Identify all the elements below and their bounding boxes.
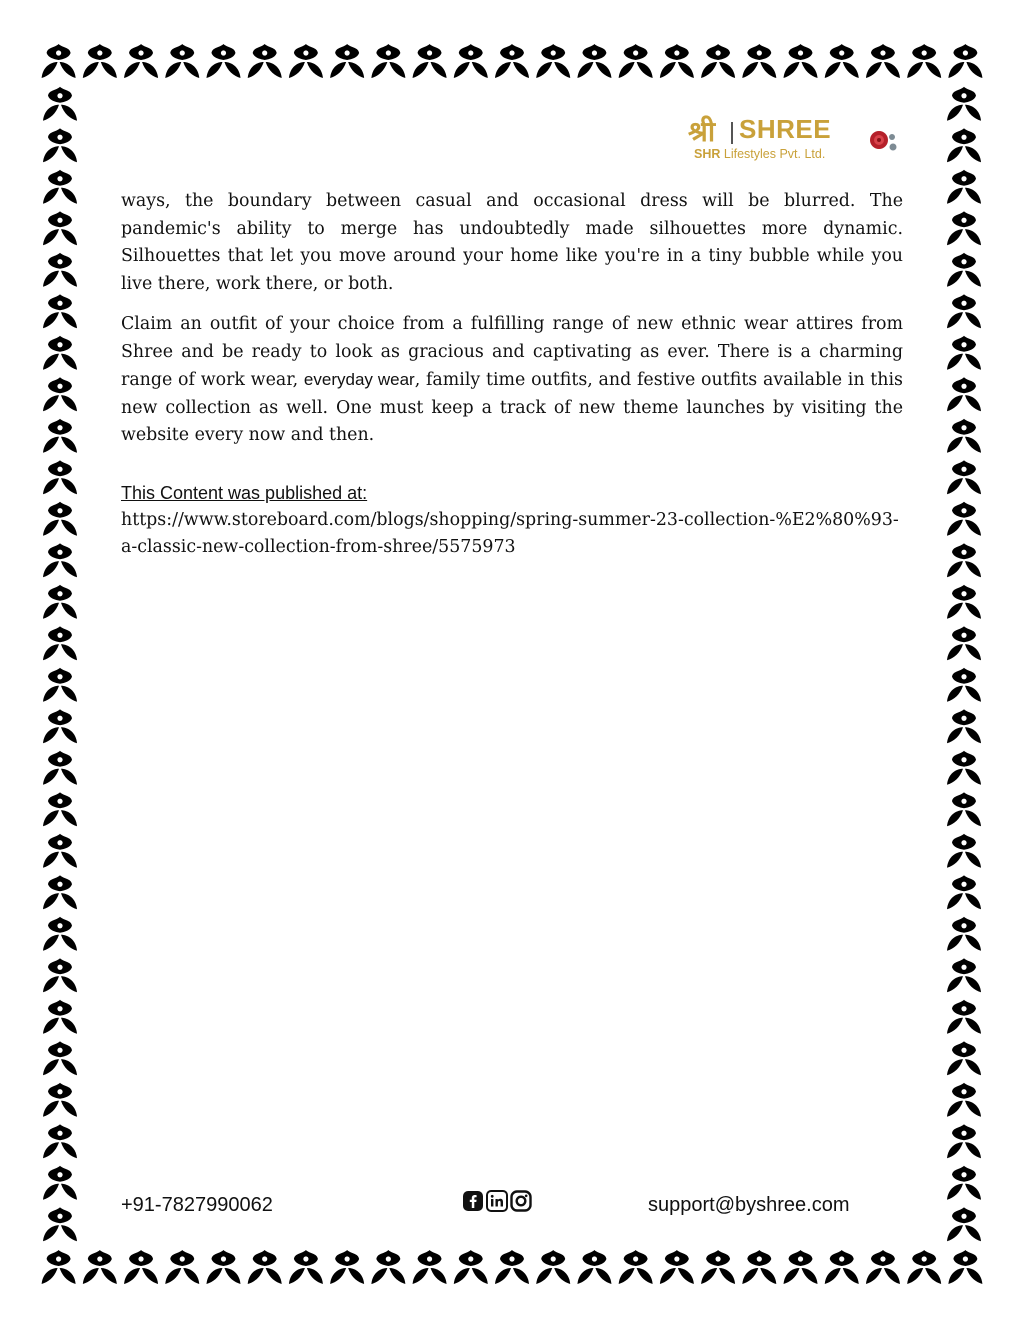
border-motif-icon: [784, 44, 818, 78]
paragraph-2-before: Claim an outfit of your choice from a fulfilling range of new ethnic wear attires from Shree and be ready to look as gracious and captivating as ever. There is a charming range of work wear,: [121, 314, 903, 390]
decorative-border-bottom: [38, 1244, 986, 1288]
border-motif-icon: [83, 1250, 117, 1284]
border-motif-icon: [289, 1250, 323, 1284]
border-motif-icon: [536, 1250, 570, 1284]
border-motif-icon: [495, 44, 529, 78]
border-motif-icon: [947, 1083, 981, 1117]
border-motif-icon: [43, 1083, 77, 1117]
border-motif-icon: [619, 1250, 653, 1284]
paragraph-2-after: , family time outfits, and festive outfits available in this new collection as well. One must keep a track of new theme launches by visiting the website every now and then.: [121, 370, 903, 445]
border-motif-icon: [43, 294, 77, 328]
border-motif-icon: [43, 875, 77, 909]
border-motif-icon: [947, 1041, 981, 1075]
border-motif-icon: [289, 44, 323, 78]
border-motif-icon: [947, 460, 981, 494]
footer-email[interactable]: support@byshree.com: [648, 1194, 850, 1216]
border-motif-icon: [42, 1250, 76, 1284]
border-motif-icon: [907, 44, 941, 78]
border-motif-icon: [948, 1250, 982, 1284]
border-motif-icon: [577, 44, 611, 78]
border-motif-icon: [701, 1250, 735, 1284]
border-motif-icon: [619, 44, 653, 78]
border-motif-icon: [660, 44, 694, 78]
border-motif-icon: [371, 44, 405, 78]
border-motif-icon: [947, 834, 981, 868]
footer-phone[interactable]: +91-7827990062: [121, 1194, 273, 1216]
logo-devanagari: श्री: [688, 115, 716, 148]
border-motif-icon: [43, 792, 77, 826]
logo-seal-icon: [868, 128, 898, 158]
border-motif-icon: [947, 751, 981, 785]
border-motif-icon: [83, 44, 117, 78]
decorative-border-right: [942, 82, 986, 1244]
logo-company-name: [694, 147, 825, 161]
border-motif-icon: [536, 44, 570, 78]
border-motif-icon: [248, 1250, 282, 1284]
border-motif-icon: [43, 626, 77, 660]
border-motif-icon: [947, 336, 981, 370]
logo-divider: [731, 122, 733, 144]
border-motif-icon: [43, 253, 77, 287]
logo-brand: SHREE: [739, 114, 832, 144]
border-motif-icon: [825, 1250, 859, 1284]
border-motif-icon: [947, 585, 981, 619]
border-motif-icon: [947, 709, 981, 743]
border-motif-icon: [454, 1250, 488, 1284]
border-motif-icon: [43, 1041, 77, 1075]
border-motif-icon: [947, 419, 981, 453]
border-motif-icon: [947, 792, 981, 826]
border-right-motifs: [942, 82, 986, 1244]
border-motif-icon: [784, 1250, 818, 1284]
border-motif-icon: [947, 253, 981, 287]
border-motif-icon: [577, 1250, 611, 1284]
border-motif-icon: [43, 585, 77, 619]
published-url-link[interactable]: https://www.storeboard.com/blogs/shopping/spring-summer-23-collection-%E2%80%93-a-classic-new-collection-from-shree/5575973: [121, 509, 899, 557]
border-motif-icon: [660, 1250, 694, 1284]
border-top-motifs: [38, 38, 986, 82]
paragraph-1: ways, the boundary between casual and occasional dress will be blurred. The pandemic's ability to merge has undoubtedly made silhouettes more dynamic. Silhouettes that let you move around your home like you're in a tiny bubble while you live there, work there, or both.: [121, 191, 903, 294]
border-motif-icon: [948, 44, 982, 78]
border-motif-icon: [43, 1166, 77, 1200]
border-motif-icon: [701, 44, 735, 78]
border-motif-icon: [495, 1250, 529, 1284]
border-motif-icon: [124, 1250, 158, 1284]
company-logo: [688, 112, 908, 164]
border-motif-icon: [43, 1000, 77, 1034]
border-motif-icon: [947, 1207, 981, 1241]
border-motif-icon: [947, 87, 981, 121]
border-motif-icon: [43, 1124, 77, 1158]
border-motif-icon: [43, 958, 77, 992]
social-icons: [462, 1190, 532, 1214]
border-motif-icon: [43, 917, 77, 951]
border-motif-icon: [43, 668, 77, 702]
border-motif-icon: [947, 128, 981, 162]
border-motif-icon: [742, 44, 776, 78]
border-motif-icon: [43, 87, 77, 121]
border-motif-icon: [947, 1124, 981, 1158]
border-motif-icon: [165, 1250, 199, 1284]
border-motif-icon: [42, 44, 76, 78]
border-motif-icon: [947, 668, 981, 702]
published-heading: This Content was published at:: [121, 482, 368, 503]
border-motif-icon: [413, 1250, 447, 1284]
border-motif-icon: [330, 1250, 364, 1284]
border-motif-icon: [947, 377, 981, 411]
border-motif-icon: [866, 1250, 900, 1284]
decorative-border-top: [38, 38, 986, 82]
article-body: [121, 188, 903, 562]
instagram-icon[interactable]: [510, 1190, 532, 1212]
border-motif-icon: [866, 44, 900, 78]
border-motif-icon: [947, 958, 981, 992]
border-motif-icon: [947, 543, 981, 577]
paragraph-2: [121, 311, 903, 450]
border-motif-icon: [825, 44, 859, 78]
border-motif-icon: [947, 875, 981, 909]
border-motif-icon: [43, 128, 77, 162]
logo-company-rest: Lifestyles Pvt. Ltd.: [720, 147, 826, 161]
border-motif-icon: [43, 543, 77, 577]
border-motif-icon: [947, 917, 981, 951]
facebook-icon[interactable]: [462, 1190, 484, 1212]
border-motif-icon: [947, 502, 981, 536]
border-motif-icon: [43, 460, 77, 494]
border-motif-icon: [907, 1250, 941, 1284]
border-motif-icon: [43, 834, 77, 868]
everyday-wear-link[interactable]: everyday wear: [303, 370, 415, 389]
border-motif-icon: [206, 1250, 240, 1284]
border-motif-icon: [371, 1250, 405, 1284]
border-motif-icon: [248, 44, 282, 78]
border-motif-icon: [43, 419, 77, 453]
border-bottom-motifs: [38, 1244, 986, 1288]
border-motif-icon: [947, 294, 981, 328]
border-motif-icon: [43, 502, 77, 536]
border-motif-icon: [124, 44, 158, 78]
decorative-border-left: [38, 82, 82, 1244]
border-motif-icon: [43, 170, 77, 204]
border-motif-icon: [206, 44, 240, 78]
border-motif-icon: [43, 211, 77, 245]
linkedin-icon[interactable]: [486, 1190, 508, 1212]
border-motif-icon: [947, 1166, 981, 1200]
border-motif-icon: [43, 1207, 77, 1241]
border-motif-icon: [947, 1000, 981, 1034]
border-motif-icon: [330, 44, 364, 78]
border-motif-icon: [165, 44, 199, 78]
border-motif-icon: [947, 626, 981, 660]
border-motif-icon: [43, 751, 77, 785]
border-motif-icon: [947, 211, 981, 245]
logo-company-bold: SHR: [694, 147, 721, 161]
border-motif-icon: [742, 1250, 776, 1284]
border-motif-icon: [43, 377, 77, 411]
border-motif-icon: [43, 709, 77, 743]
border-motif-icon: [947, 170, 981, 204]
border-left-motifs: [38, 82, 82, 1244]
border-motif-icon: [43, 336, 77, 370]
border-motif-icon: [454, 44, 488, 78]
border-motif-icon: [413, 44, 447, 78]
